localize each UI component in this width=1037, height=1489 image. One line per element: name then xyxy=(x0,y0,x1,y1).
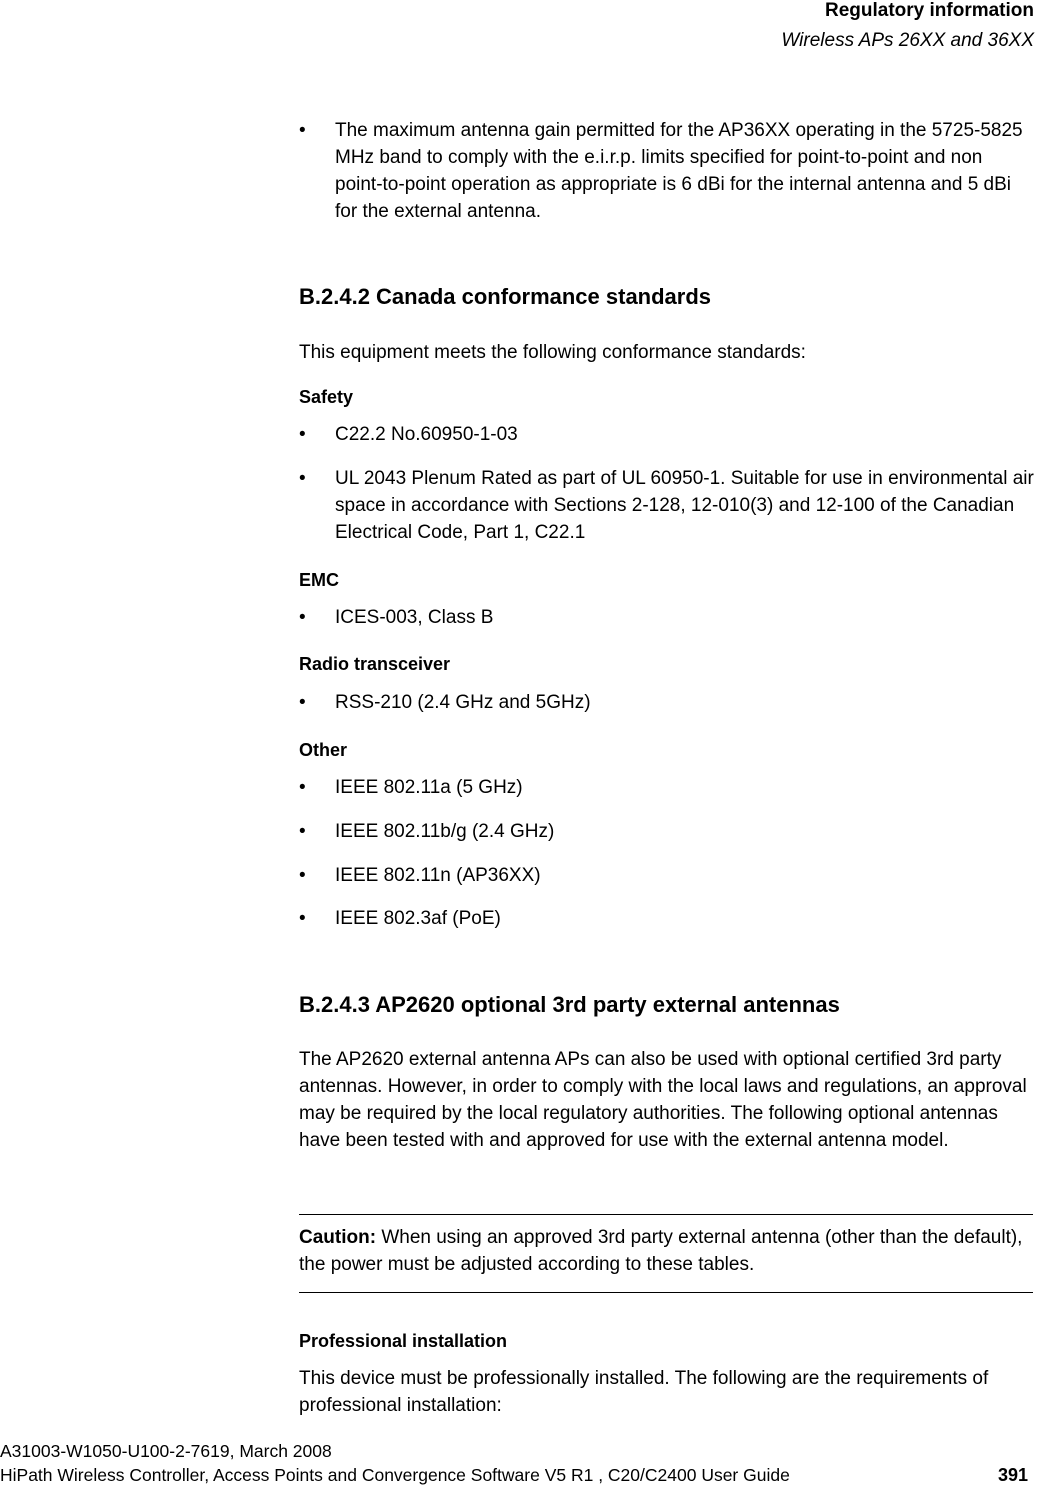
list-item-text: IEEE 802.11b/g (2.4 GHz) xyxy=(335,821,555,842)
list-item xyxy=(299,862,1034,890)
list-item-text: IEEE 802.11n (AP36XX) xyxy=(335,865,541,886)
list-item-text: The maximum antenna gain permitted for the AP36XX operating in the 5725-5825 MHz band to comply with the e.i.r.p. limits specified for point-to-point and non point-to-point operation as appropriate is 6 dBi for the internal antenna and 5 dBi for the external antenna. xyxy=(335,120,1023,222)
pro-install-heading: Professional installation xyxy=(299,1331,508,1351)
caution-text: When using an approved 3rd party external antenna (other than the default), the power must be adjusted according to these tables. xyxy=(299,1227,1023,1275)
caution-note xyxy=(299,1224,1034,1278)
safety-heading: Safety xyxy=(299,387,354,407)
page-number: 391 xyxy=(997,1465,1028,1485)
list-item-text: ICES-003, Class B xyxy=(335,607,494,628)
pro-install-text: This device must be professionally installed. The following are the requirements of professional installation: xyxy=(299,1368,989,1416)
list-item xyxy=(299,818,1034,846)
list-item-text: IEEE 802.3af (PoE) xyxy=(335,908,501,929)
section-heading-antennas: B.2.4.3 AP2620 optional 3rd party external antennas xyxy=(299,992,840,1017)
list-item-text: IEEE 802.11a (5 GHz) xyxy=(335,777,523,798)
bullet-symbol: • xyxy=(299,607,306,628)
antennas-body: The AP2620 external antenna APs can also be used with optional certified 3rd party antennas. However, in order to comply with the local laws and regulations, an approval may be required by the local regulatory authorities. The following optional antennas have been tested with and approved for use with the external antenna model. xyxy=(299,1049,1027,1151)
list-item xyxy=(299,465,1034,549)
section-heading-canada: B.2.4.2 Canada conformance standards xyxy=(299,284,712,309)
caution-label: Caution: xyxy=(299,1227,377,1248)
footer-doc-number: A31003-W1050-U100-2-7619, March 2008 xyxy=(0,1441,332,1461)
emc-heading: EMC xyxy=(299,570,339,590)
caution-top-rule xyxy=(299,1214,1033,1215)
radio-heading: Radio transceiver xyxy=(299,654,451,674)
list-item-text: C22.2 No.60950-1-03 xyxy=(335,424,518,445)
bullet-symbol: • xyxy=(299,424,306,445)
bullet-symbol: • xyxy=(299,120,306,141)
list-item xyxy=(299,604,1034,632)
bullet-symbol: • xyxy=(299,692,306,713)
bullet-symbol: • xyxy=(299,468,306,489)
footer-guide-title: HiPath Wireless Controller, Access Points and Convergence Software V5 R1 , C20/C2400 User Guide xyxy=(0,1465,790,1485)
bullet-symbol: • xyxy=(299,865,306,886)
bullet-symbol: • xyxy=(299,777,306,798)
list-item xyxy=(299,689,1034,717)
list-item xyxy=(299,117,1034,227)
list-item-text: UL 2043 Plenum Rated as part of UL 60950-1. Suitable for use in environmental air space in accordance with Sections 2-128, 12-010(3) and 12-100 of the Canadian Electrical Code, Part 1, C22.1 xyxy=(335,468,1034,543)
header-subtitle: Wireless APs 26XX and 36XX xyxy=(781,30,1034,51)
caution-bottom-rule xyxy=(299,1292,1033,1293)
canada-intro: This equipment meets the following conformance standards: xyxy=(299,342,806,363)
list-item-text: RSS-210 (2.4 GHz and 5GHz) xyxy=(335,692,591,713)
bullet-symbol: • xyxy=(299,821,306,842)
header-title: Regulatory information xyxy=(824,0,1034,21)
bullet-symbol: • xyxy=(299,908,306,929)
list-item xyxy=(299,421,1034,449)
other-heading: Other xyxy=(299,740,348,760)
list-item xyxy=(299,905,1034,933)
list-item xyxy=(299,774,1034,802)
